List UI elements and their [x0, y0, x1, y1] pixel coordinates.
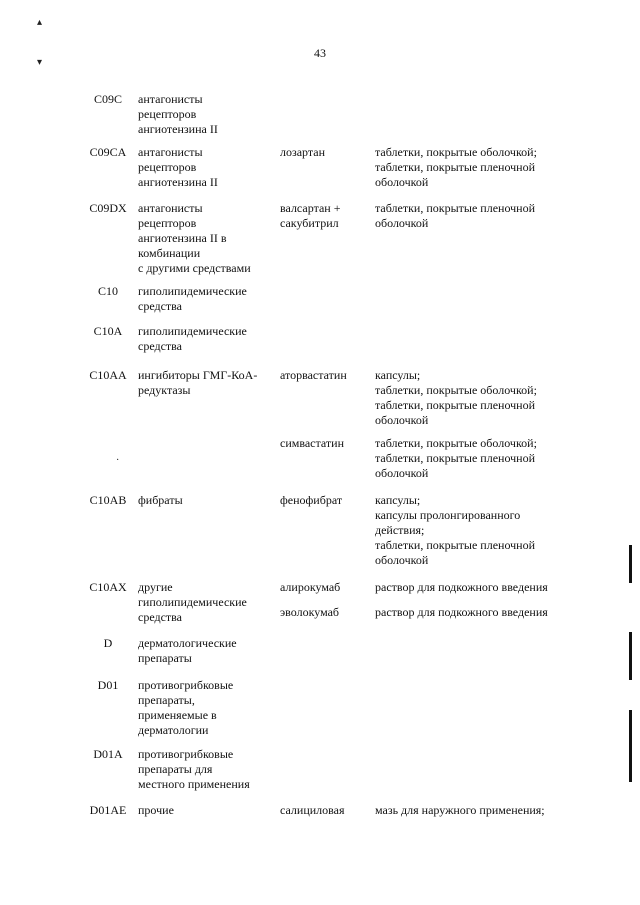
scan-dot: · [116, 455, 120, 466]
drug-name [280, 368, 375, 383]
anatomical-therapeutic-group [138, 368, 273, 398]
text-line: валсартан + [280, 201, 341, 215]
text-line: аторвастатин [280, 368, 347, 382]
text-line: гиполипидемические [138, 324, 247, 338]
dosage-form [375, 803, 575, 818]
dosage-form [375, 493, 575, 568]
dosage-form [375, 580, 575, 595]
atc-code: C10AA [89, 368, 127, 382]
text-line: рецепторов [138, 107, 197, 121]
text-line: оболочкой [375, 216, 429, 230]
text-line: таблетки, покрытые пленочной [375, 201, 536, 215]
text-line: средства [138, 299, 183, 313]
text-line: с другими средствами [138, 261, 251, 275]
drug-name [280, 803, 375, 818]
text-line: местного применения [138, 777, 250, 791]
atc-code: C10 [97, 284, 118, 298]
atc-code: C10AB [89, 493, 127, 507]
atc-code: C09CA [89, 145, 127, 159]
dosage-form [375, 436, 575, 481]
atc-code: C09C [93, 92, 122, 106]
text-line: противогрибковые [138, 678, 234, 692]
text-line: оболочкой [375, 413, 429, 427]
text-line: комбинации [138, 246, 201, 260]
text-line: прочие [138, 803, 174, 817]
text-line: ангиотензина II в [138, 231, 227, 245]
text-line: алирокумаб [280, 580, 341, 594]
text-line: ангиотензина II [138, 122, 218, 136]
atc-code: D01A [93, 747, 123, 761]
anatomical-therapeutic-group [138, 145, 273, 190]
text-line: таблетки, покрытые оболочкой; [375, 145, 537, 159]
text-line: ангиотензина II [138, 175, 218, 189]
text-line: лозартан [280, 145, 326, 159]
text-line: противогрибковые [138, 747, 234, 761]
anatomical-therapeutic-group [138, 747, 273, 792]
text-line: оболочкой [375, 466, 429, 480]
text-line: таблетки, покрытые оболочкой; [375, 436, 537, 450]
drug-name [280, 436, 375, 451]
anatomical-therapeutic-group [138, 201, 273, 276]
text-line: антагонисты [138, 92, 203, 106]
atc-code: D01 [97, 678, 119, 692]
text-line: антагонисты [138, 201, 203, 215]
text-line: оболочкой [375, 553, 429, 567]
dosage-form [375, 368, 575, 428]
scan-edge-bar-2 [629, 632, 632, 680]
text-line: дерматологические [138, 636, 237, 650]
text-line: антагонисты [138, 145, 203, 159]
text-line: симвастатин [280, 436, 344, 450]
dosage-form [375, 201, 575, 231]
scan-mark-left: ▾ [37, 57, 43, 68]
text-line: гиполипидемические [138, 595, 247, 609]
atc-code: C10AX [89, 580, 127, 594]
text-line: таблетки, покрытые пленочной [375, 451, 536, 465]
text-line: редуктазы [138, 383, 191, 397]
text-line: другие [138, 580, 173, 594]
text-line: раствор для подкожного введения [375, 605, 548, 619]
text-line: фенофибрат [280, 493, 343, 507]
text-line: оболочкой [375, 175, 429, 189]
text-line: таблетки, покрытые оболочкой; [375, 383, 537, 397]
text-line: дерматологии [138, 723, 209, 737]
text-line: капсулы пролонгированного [375, 508, 521, 522]
atc-code: D01AE [89, 803, 127, 817]
dosage-form [375, 605, 575, 620]
text-line: препараты для [138, 762, 213, 776]
text-line: действия; [375, 523, 425, 537]
anatomical-therapeutic-group [138, 678, 273, 738]
text-line: средства [138, 339, 183, 353]
anatomical-therapeutic-group [138, 493, 273, 508]
text-line: фибраты [138, 493, 183, 507]
text-line: салициловая [280, 803, 345, 817]
text-line: сакубитрил [280, 216, 339, 230]
text-line: ингибиторы ГМГ-КоА- [138, 368, 258, 382]
anatomical-therapeutic-group [138, 92, 273, 137]
page-number: 43 [314, 46, 326, 60]
drug-name [280, 493, 375, 508]
text-line: препараты, [138, 693, 195, 707]
atc-code: C10A [93, 324, 123, 338]
dosage-form [375, 145, 575, 190]
text-line: рецепторов [138, 160, 197, 174]
scan-mark-top: ▴ [37, 17, 43, 28]
text-line: таблетки, покрытые пленочной [375, 160, 536, 174]
text-line: раствор для подкожного введения [375, 580, 548, 594]
drug-name [280, 201, 375, 231]
text-line: капсулы; [375, 493, 421, 507]
anatomical-therapeutic-group [138, 284, 273, 314]
text-line: препараты [138, 651, 192, 665]
text-line: мазь для наружного применения; [375, 803, 545, 817]
drug-name [280, 605, 375, 620]
text-line: таблетки, покрытые пленочной [375, 538, 536, 552]
text-line: эволокумаб [280, 605, 340, 619]
scan-edge-bar-1 [629, 545, 632, 583]
text-line: применяемые в [138, 708, 217, 722]
text-line: средства [138, 610, 183, 624]
anatomical-therapeutic-group [138, 580, 273, 625]
atc-code: C09DX [89, 201, 127, 215]
scan-edge-bar-3 [629, 710, 632, 782]
text-line: капсулы; [375, 368, 421, 382]
text-line: таблетки, покрытые пленочной [375, 398, 536, 412]
text-line: рецепторов [138, 216, 197, 230]
drug-name [280, 145, 375, 160]
atc-code: D [103, 636, 113, 650]
anatomical-therapeutic-group [138, 803, 273, 818]
drug-name [280, 580, 375, 595]
anatomical-therapeutic-group [138, 324, 273, 354]
anatomical-therapeutic-group [138, 636, 273, 666]
text-line: гиполипидемические [138, 284, 247, 298]
